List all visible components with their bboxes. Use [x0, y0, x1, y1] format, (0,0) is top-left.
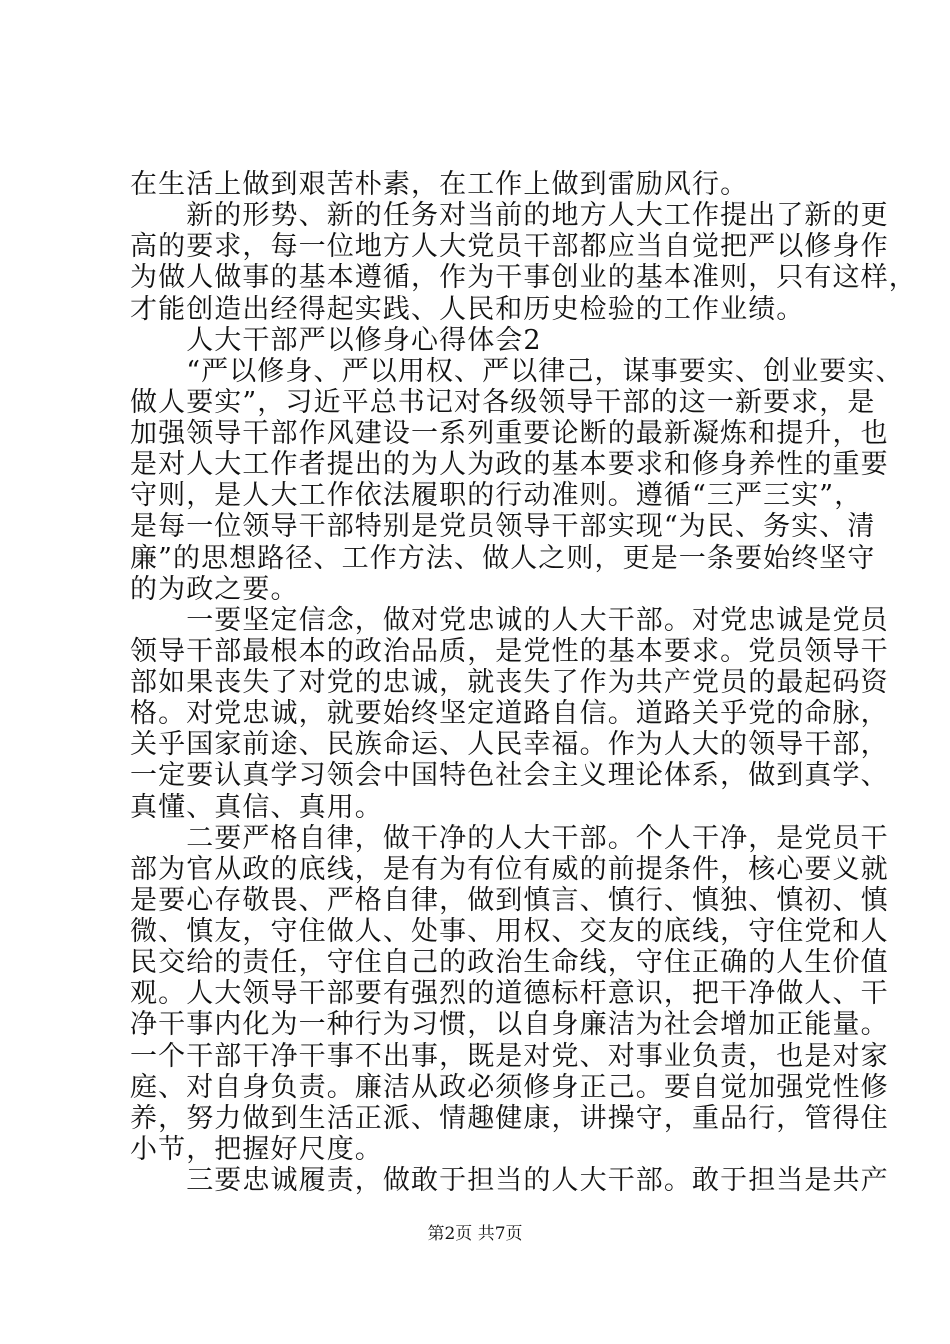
- text-line: 的为政之要。: [130, 573, 299, 605]
- text-line: 是对人大工作者提出的为人为政的基本要求和修身养性的重要: [130, 449, 889, 481]
- text-line: 一定要认真学习领会中国特色社会主义理论体系，做到真学、: [130, 760, 889, 792]
- text-line: 一个干部干净干事不出事，既是对党、对事业负责，也是对家: [130, 1040, 889, 1072]
- text-line: 净干事内化为一种行为习惯，以自身廉洁为社会增加正能量。: [130, 1009, 889, 1041]
- text-line: 一要坚定信念，做对党忠诚的人大干部。对党忠诚是党员: [130, 604, 889, 636]
- section-heading: 人大干部严以修身心得体会2: [130, 324, 542, 356]
- text-line: 二要严格自律，做干净的人大干部。个人干净，是党员干: [130, 822, 889, 854]
- text-line: “严以修身、严以用权、严以律己，谋事要实、创业要实、: [130, 355, 904, 387]
- text-line: 为做人做事的基本遵循，作为干事创业的基本准则，只有这样，: [130, 262, 917, 294]
- text-line: 微、慎友，守住做人、处事、用权、交友的底线，守住党和人: [130, 916, 889, 947]
- text-line: 守则，是人大工作依法履职的行动准则。遵循“三严三实”，: [130, 480, 863, 512]
- text-line: 观。人大领导干部要有强烈的道德标杆意识，把干净做人、干: [130, 978, 889, 1010]
- text-line: 新的形势、新的任务对当前的地方人大工作提出了新的更: [130, 200, 889, 232]
- text-line: 廉”的思想路径、工作方法、做人之则，更是一条要始终坚守: [130, 542, 876, 574]
- text-line: 才能创造出经得起实践、人民和历史检验的工作业绩。: [130, 293, 805, 325]
- text-line: 小节，把握好尺度。: [130, 1133, 383, 1165]
- text-line: 是要心存敬畏、严格自律，做到慎言、慎行、慎独、慎初、慎: [130, 884, 889, 916]
- text-line: 民交给的责任，守住自己的政治生命线，守住正确的人生价值: [130, 947, 889, 979]
- text-line: 部如果丧失了对党的忠诚，就丧失了作为共产党员的最起码资: [130, 667, 889, 698]
- text-line: 格。对党忠诚，就要始终坚定道路自信。道路关乎党的命脉，: [130, 698, 889, 730]
- text-line: 在生活上做到艰苦朴素，在工作上做到雷励风行。: [130, 169, 749, 200]
- text-line: 部为官从政的底线，是有为有位有威的前提条件，核心要义就: [130, 853, 889, 885]
- text-line: 高的要求，每一位地方人大党员干部都应当自觉把严以修身作: [130, 231, 889, 263]
- text-line: 三要忠诚履责，做敢于担当的人大干部。敢于担当是共产: [130, 1165, 889, 1196]
- text-line: 做人要实”，习近平总书记对各级领导干部的这一新要求，是: [130, 386, 876, 418]
- text-line: 庭、对自身负责。廉洁从政必须修身正己。要自觉加强党性修: [130, 1071, 889, 1103]
- text-line: 是每一位领导干部特别是党员领导干部实现“为民、务实、清: [130, 511, 876, 543]
- page-footer: 第2页 共7页: [427, 1224, 523, 1244]
- text-line: 真懂、真信、真用。: [130, 791, 383, 823]
- text-line: 领导干部最根本的政治品质，是党性的基本要求。党员领导干: [130, 635, 889, 667]
- text-line: 加强领导干部作风建设一系列重要论断的最新凝炼和提升，也: [130, 418, 889, 449]
- text-line: 养，努力做到生活正派、情趣健康，讲操守，重品行，管得住: [130, 1102, 889, 1134]
- text-line: 关乎国家前途、民族命运、人民幸福。作为人大的领导干部，: [130, 729, 889, 761]
